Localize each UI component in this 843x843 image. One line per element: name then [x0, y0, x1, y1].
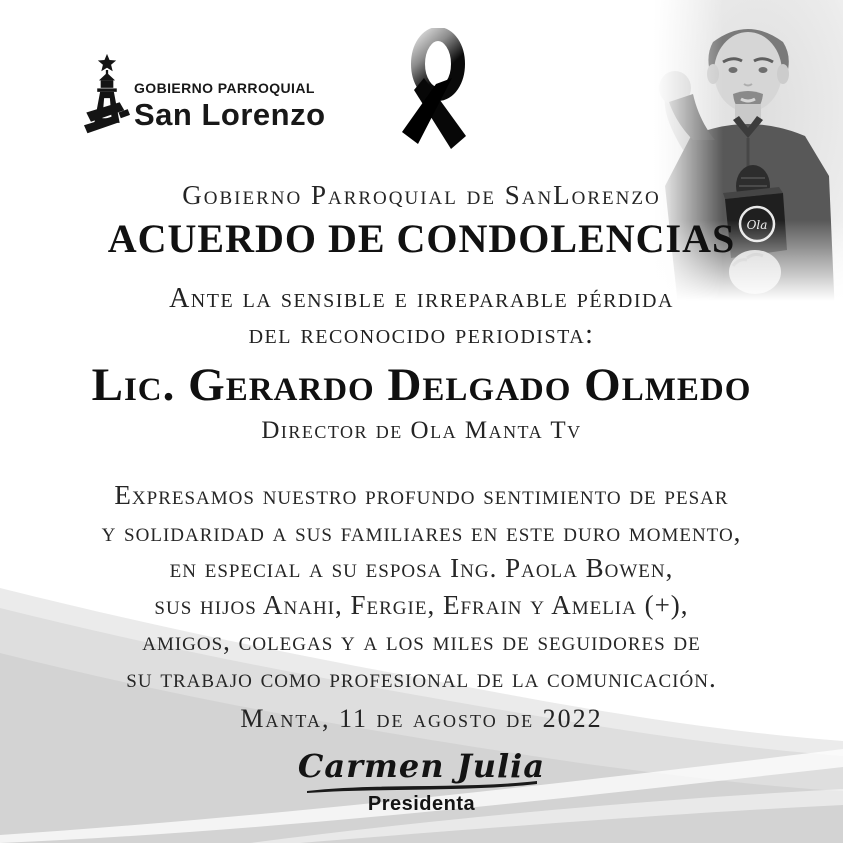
signature-title: Presidenta [367, 793, 476, 815]
logo-parish-name: San Lorenzo [134, 97, 326, 132]
condolence-body [0, 477, 843, 696]
intro-line-1: Ante la sensible e irreparable pérdida [169, 283, 674, 314]
logo-org-name: GOBIERNO PARROQUIAL [134, 80, 315, 96]
body-line: amigos, colegas y a los miles de seguidores de [142, 626, 701, 656]
body-line: Expresamos nuestro profundo sentimiento de pesar [114, 480, 729, 510]
mourning-ribbon-icon [394, 28, 482, 157]
deceased-name: Lic. Gerardo Delgado Olmedo [91, 359, 752, 411]
intro-line-2: del reconocido periodista: [248, 319, 595, 350]
signature-block [0, 749, 843, 816]
body-line: sus hijos Anahi, Fergie, Efrain y Amelia (+), [154, 589, 689, 620]
intro-text [0, 281, 843, 353]
san-lorenzo-logo [84, 52, 326, 134]
body-line: y solidaridad a sus familiares en este duro momento, [101, 516, 742, 547]
black-ribbon-icon [394, 28, 482, 152]
announcement-title: ACUERDO DE CONDOLENCIAS [107, 216, 736, 261]
journalist-photo-illustration [653, 0, 843, 315]
journalist-photo [653, 0, 843, 320]
deceased-role: Director de Ola Manta Tv [261, 417, 582, 444]
body-line: su trabajo como profesional de la comunicación. [126, 662, 717, 693]
body-line: en especial a su esposa Ing. Paola Bowen, [169, 553, 674, 583]
org-heading: Gobierno Parroquial de SanLorenzo [182, 180, 661, 210]
dateline: Manta, 11 de agosto de 2022 [240, 704, 603, 733]
lighthouse-star-icon [84, 52, 130, 134]
signature-name: Carmen Julia [297, 747, 546, 785]
